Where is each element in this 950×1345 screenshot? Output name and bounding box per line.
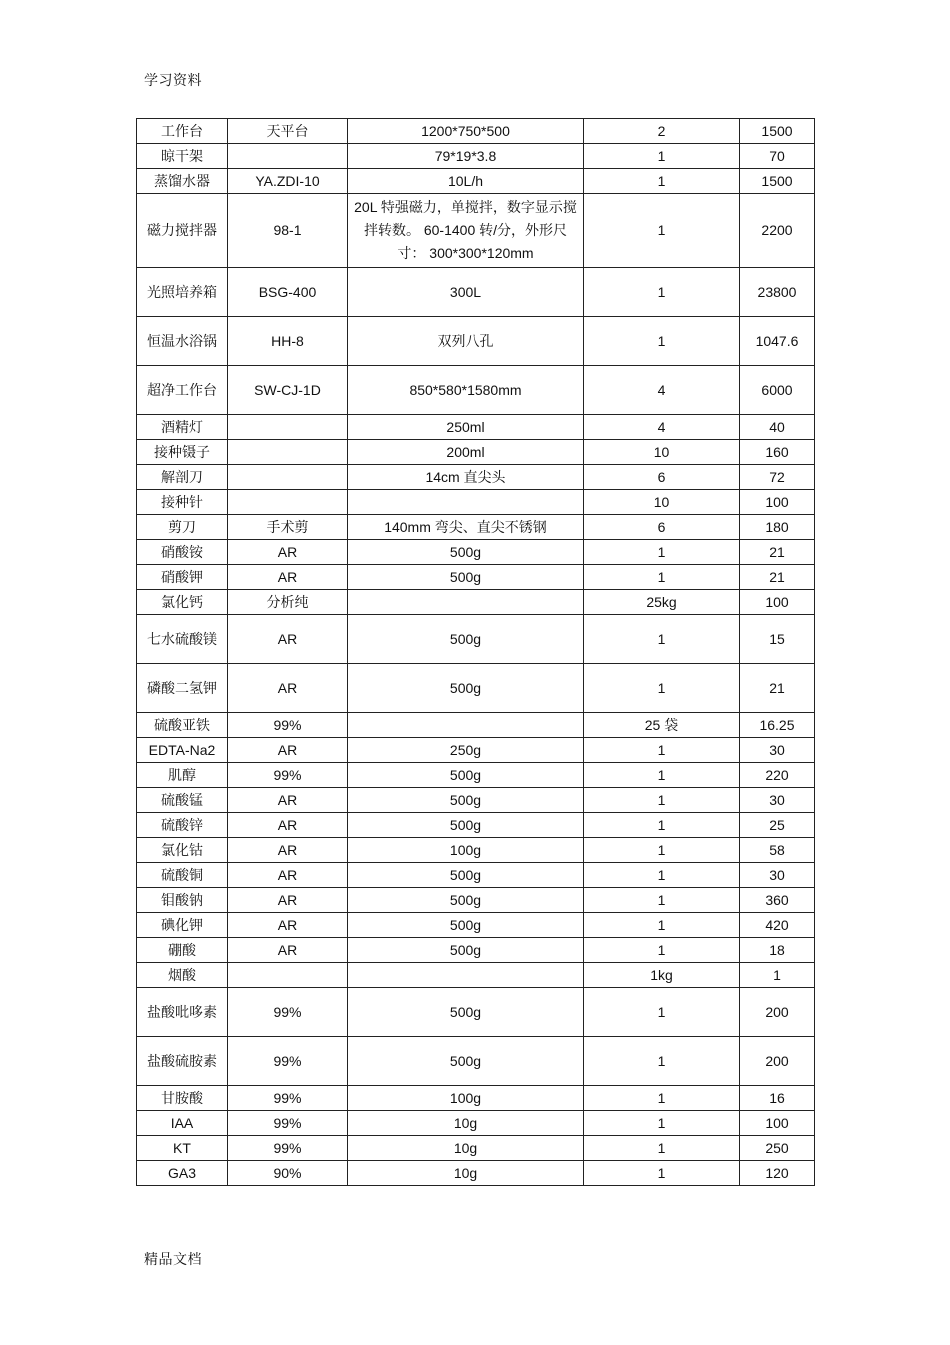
table-row xyxy=(137,144,815,169)
table-row xyxy=(137,738,815,763)
item-quantity-cell: 1 xyxy=(584,1161,740,1186)
item-spec-cell: 500g xyxy=(348,938,584,963)
item-model-cell xyxy=(228,415,348,440)
table-row xyxy=(137,788,815,813)
item-quantity-cell: 1 xyxy=(584,738,740,763)
item-quantity-cell: 1 xyxy=(584,763,740,788)
item-quantity-cell: 1kg xyxy=(584,963,740,988)
item-spec-cell: 10g xyxy=(348,1111,584,1136)
item-model-cell: 99% xyxy=(228,713,348,738)
item-name-cell: 超净工作台 xyxy=(137,366,228,415)
item-model-cell: 分析纯 xyxy=(228,590,348,615)
table-row xyxy=(137,913,815,938)
item-name-cell: 解剖刀 xyxy=(137,465,228,490)
table-row xyxy=(137,1136,815,1161)
item-name-cell: 甘胺酸 xyxy=(137,1086,228,1111)
item-name-cell: 硫酸锰 xyxy=(137,788,228,813)
item-quantity-cell: 10 xyxy=(584,440,740,465)
item-name-cell: EDTA-Na2 xyxy=(137,738,228,763)
item-name-cell: 酒精灯 xyxy=(137,415,228,440)
item-spec-cell: 500g xyxy=(348,615,584,664)
item-model-cell: BSG-400 xyxy=(228,268,348,317)
item-name-cell: 硫酸铜 xyxy=(137,863,228,888)
item-name-cell: 硝酸铵 xyxy=(137,540,228,565)
item-price-cell: 18 xyxy=(740,938,815,963)
item-name-cell: 接种针 xyxy=(137,490,228,515)
item-model-cell: AR xyxy=(228,540,348,565)
item-model-cell: 98-1 xyxy=(228,194,348,268)
item-quantity-cell: 1 xyxy=(584,615,740,664)
item-model-cell: AR xyxy=(228,813,348,838)
item-name-cell: 盐酸硫胺素 xyxy=(137,1037,228,1086)
item-spec-cell xyxy=(348,590,584,615)
table-row xyxy=(137,963,815,988)
table-row xyxy=(137,565,815,590)
item-spec-cell xyxy=(348,713,584,738)
item-price-cell: 420 xyxy=(740,913,815,938)
item-price-cell: 58 xyxy=(740,838,815,863)
table-row xyxy=(137,515,815,540)
table-row xyxy=(137,317,815,366)
item-spec-cell: 500g xyxy=(348,664,584,713)
item-quantity-cell: 1 xyxy=(584,1111,740,1136)
item-name-cell: 恒温水浴锅 xyxy=(137,317,228,366)
item-model-cell xyxy=(228,465,348,490)
item-spec-cell: 500g xyxy=(348,763,584,788)
table-row xyxy=(137,713,815,738)
item-price-cell: 30 xyxy=(740,788,815,813)
item-quantity-cell: 1 xyxy=(584,268,740,317)
item-spec-cell: 500g xyxy=(348,1037,584,1086)
item-model-cell: AR xyxy=(228,838,348,863)
item-price-cell: 70 xyxy=(740,144,815,169)
page-header: 学习资料 xyxy=(144,73,202,89)
page-footer: 精品文档 xyxy=(144,1252,202,1268)
item-model-cell: AR xyxy=(228,938,348,963)
item-spec-cell: 10g xyxy=(348,1161,584,1186)
table-row xyxy=(137,988,815,1037)
item-quantity-cell: 1 xyxy=(584,565,740,590)
item-name-cell: 硫酸锌 xyxy=(137,813,228,838)
item-price-cell: 30 xyxy=(740,863,815,888)
item-price-cell: 250 xyxy=(740,1136,815,1161)
item-price-cell: 160 xyxy=(740,440,815,465)
item-model-cell: 99% xyxy=(228,1111,348,1136)
item-quantity-cell: 1 xyxy=(584,664,740,713)
item-quantity-cell: 25kg xyxy=(584,590,740,615)
table-row xyxy=(137,540,815,565)
table-row xyxy=(137,415,815,440)
item-spec-cell: 300L xyxy=(348,268,584,317)
item-spec-cell: 100g xyxy=(348,838,584,863)
equipment-table xyxy=(136,118,815,1186)
item-model-cell: YA.ZDI-10 xyxy=(228,169,348,194)
table-row xyxy=(137,268,815,317)
table-row xyxy=(137,465,815,490)
item-model-cell: AR xyxy=(228,664,348,713)
item-model-cell: AR xyxy=(228,913,348,938)
item-name-cell: 硼酸 xyxy=(137,938,228,963)
item-model-cell: AR xyxy=(228,565,348,590)
item-spec-cell: 10L/h xyxy=(348,169,584,194)
item-price-cell: 100 xyxy=(740,590,815,615)
item-spec-cell: 850*580*1580mm xyxy=(348,366,584,415)
item-quantity-cell: 1 xyxy=(584,838,740,863)
item-spec-cell: 500g xyxy=(348,913,584,938)
item-model-cell xyxy=(228,440,348,465)
item-spec-cell: 500g xyxy=(348,888,584,913)
item-quantity-cell: 1 xyxy=(584,788,740,813)
item-quantity-cell: 1 xyxy=(584,913,740,938)
item-model-cell: 99% xyxy=(228,1037,348,1086)
item-name-cell: 磷酸二氢钾 xyxy=(137,664,228,713)
table-row xyxy=(137,194,815,268)
item-name-cell: IAA xyxy=(137,1111,228,1136)
item-quantity-cell: 1 xyxy=(584,317,740,366)
item-price-cell: 1500 xyxy=(740,119,815,144)
item-quantity-cell: 1 xyxy=(584,863,740,888)
item-spec-cell: 200ml xyxy=(348,440,584,465)
item-quantity-cell: 10 xyxy=(584,490,740,515)
item-name-cell: 钼酸钠 xyxy=(137,888,228,913)
table-row xyxy=(137,1161,815,1186)
item-quantity-cell: 2 xyxy=(584,119,740,144)
item-price-cell: 1047.6 xyxy=(740,317,815,366)
item-name-cell: 剪刀 xyxy=(137,515,228,540)
item-price-cell: 100 xyxy=(740,490,815,515)
item-name-cell: 碘化钾 xyxy=(137,913,228,938)
item-quantity-cell: 1 xyxy=(584,540,740,565)
item-spec-cell xyxy=(348,490,584,515)
item-price-cell: 100 xyxy=(740,1111,815,1136)
item-name-cell: 硫酸亚铁 xyxy=(137,713,228,738)
item-quantity-cell: 1 xyxy=(584,938,740,963)
item-model-cell: AR xyxy=(228,863,348,888)
item-price-cell: 23800 xyxy=(740,268,815,317)
item-price-cell: 16.25 xyxy=(740,713,815,738)
table-row xyxy=(137,664,815,713)
item-quantity-cell: 1 xyxy=(584,813,740,838)
item-model-cell: 99% xyxy=(228,1136,348,1161)
item-spec-cell: 140mm 弯尖、直尖不锈钢 xyxy=(348,515,584,540)
item-model-cell: 手术剪 xyxy=(228,515,348,540)
item-price-cell: 1 xyxy=(740,963,815,988)
item-price-cell: 30 xyxy=(740,738,815,763)
item-price-cell: 25 xyxy=(740,813,815,838)
item-name-cell: 肌醇 xyxy=(137,763,228,788)
item-price-cell: 72 xyxy=(740,465,815,490)
item-price-cell: 6000 xyxy=(740,366,815,415)
table-row xyxy=(137,1111,815,1136)
item-quantity-cell: 1 xyxy=(584,988,740,1037)
item-spec-cell: 双列八孔 xyxy=(348,317,584,366)
table-row xyxy=(137,763,815,788)
item-quantity-cell: 1 xyxy=(584,194,740,268)
item-spec-cell: 500g xyxy=(348,565,584,590)
item-model-cell: AR xyxy=(228,788,348,813)
item-model-cell: HH-8 xyxy=(228,317,348,366)
item-quantity-cell: 1 xyxy=(584,1037,740,1086)
item-model-cell: 90% xyxy=(228,1161,348,1186)
item-name-cell: 磁力搅拌器 xyxy=(137,194,228,268)
item-model-cell: SW-CJ-1D xyxy=(228,366,348,415)
item-spec-cell: 14cm 直尖头 xyxy=(348,465,584,490)
item-quantity-cell: 4 xyxy=(584,415,740,440)
item-price-cell: 220 xyxy=(740,763,815,788)
table-row xyxy=(137,490,815,515)
item-name-cell: KT xyxy=(137,1136,228,1161)
table-row xyxy=(137,169,815,194)
item-quantity-cell: 1 xyxy=(584,1136,740,1161)
table-row xyxy=(137,813,815,838)
item-quantity-cell: 1 xyxy=(584,1086,740,1111)
item-price-cell: 16 xyxy=(740,1086,815,1111)
item-price-cell: 15 xyxy=(740,615,815,664)
item-quantity-cell: 6 xyxy=(584,465,740,490)
item-quantity-cell: 1 xyxy=(584,169,740,194)
item-spec-cell: 10g xyxy=(348,1136,584,1161)
item-model-cell xyxy=(228,490,348,515)
item-price-cell: 21 xyxy=(740,565,815,590)
table-row xyxy=(137,440,815,465)
table-row xyxy=(137,1086,815,1111)
item-quantity-cell: 1 xyxy=(584,144,740,169)
item-quantity-cell: 25 袋 xyxy=(584,713,740,738)
item-price-cell: 360 xyxy=(740,888,815,913)
item-quantity-cell: 1 xyxy=(584,888,740,913)
item-model-cell: 天平台 xyxy=(228,119,348,144)
item-quantity-cell: 4 xyxy=(584,366,740,415)
item-spec-cell: 250ml xyxy=(348,415,584,440)
table-row xyxy=(137,888,815,913)
item-name-cell: 光照培养箱 xyxy=(137,268,228,317)
table-row xyxy=(137,119,815,144)
item-spec-cell: 250g xyxy=(348,738,584,763)
item-price-cell: 1500 xyxy=(740,169,815,194)
table-row xyxy=(137,590,815,615)
item-spec-cell: 500g xyxy=(348,813,584,838)
item-price-cell: 40 xyxy=(740,415,815,440)
item-model-cell: AR xyxy=(228,738,348,763)
table-row xyxy=(137,938,815,963)
item-name-cell: 接种镊子 xyxy=(137,440,228,465)
item-spec-cell: 79*19*3.8 xyxy=(348,144,584,169)
table-row xyxy=(137,863,815,888)
item-model-cell xyxy=(228,144,348,169)
item-spec-cell xyxy=(348,963,584,988)
item-spec-cell: 500g xyxy=(348,988,584,1037)
item-name-cell: 烟酸 xyxy=(137,963,228,988)
item-price-cell: 180 xyxy=(740,515,815,540)
item-model-cell: AR xyxy=(228,615,348,664)
table-row xyxy=(137,838,815,863)
item-price-cell: 21 xyxy=(740,540,815,565)
item-spec-cell: 500g xyxy=(348,540,584,565)
item-name-cell: 七水硫酸镁 xyxy=(137,615,228,664)
item-spec-cell: 1200*750*500 xyxy=(348,119,584,144)
item-model-cell xyxy=(228,963,348,988)
item-name-cell: 蒸馏水器 xyxy=(137,169,228,194)
item-name-cell: 氯化钴 xyxy=(137,838,228,863)
item-model-cell: 99% xyxy=(228,988,348,1037)
item-spec-cell: 500g xyxy=(348,863,584,888)
item-price-cell: 120 xyxy=(740,1161,815,1186)
item-spec-cell: 20L 特强磁力，单搅拌，数字显示搅拌转数。 60-1400 转/分，外形尺寸： 300*300*120mm xyxy=(348,194,584,268)
table-row xyxy=(137,615,815,664)
item-model-cell: 99% xyxy=(228,763,348,788)
item-name-cell: 氯化钙 xyxy=(137,590,228,615)
table-row xyxy=(137,1037,815,1086)
table-row xyxy=(137,366,815,415)
item-price-cell: 200 xyxy=(740,988,815,1037)
item-price-cell: 21 xyxy=(740,664,815,713)
item-name-cell: 盐酸吡哆素 xyxy=(137,988,228,1037)
item-spec-cell: 100g xyxy=(348,1086,584,1111)
item-quantity-cell: 6 xyxy=(584,515,740,540)
item-spec-cell: 500g xyxy=(348,788,584,813)
item-name-cell: 工作台 xyxy=(137,119,228,144)
item-name-cell: 硝酸钾 xyxy=(137,565,228,590)
item-name-cell: GA3 xyxy=(137,1161,228,1186)
item-model-cell: AR xyxy=(228,888,348,913)
item-name-cell: 晾干架 xyxy=(137,144,228,169)
item-model-cell: 99% xyxy=(228,1086,348,1111)
item-price-cell: 200 xyxy=(740,1037,815,1086)
item-price-cell: 2200 xyxy=(740,194,815,268)
